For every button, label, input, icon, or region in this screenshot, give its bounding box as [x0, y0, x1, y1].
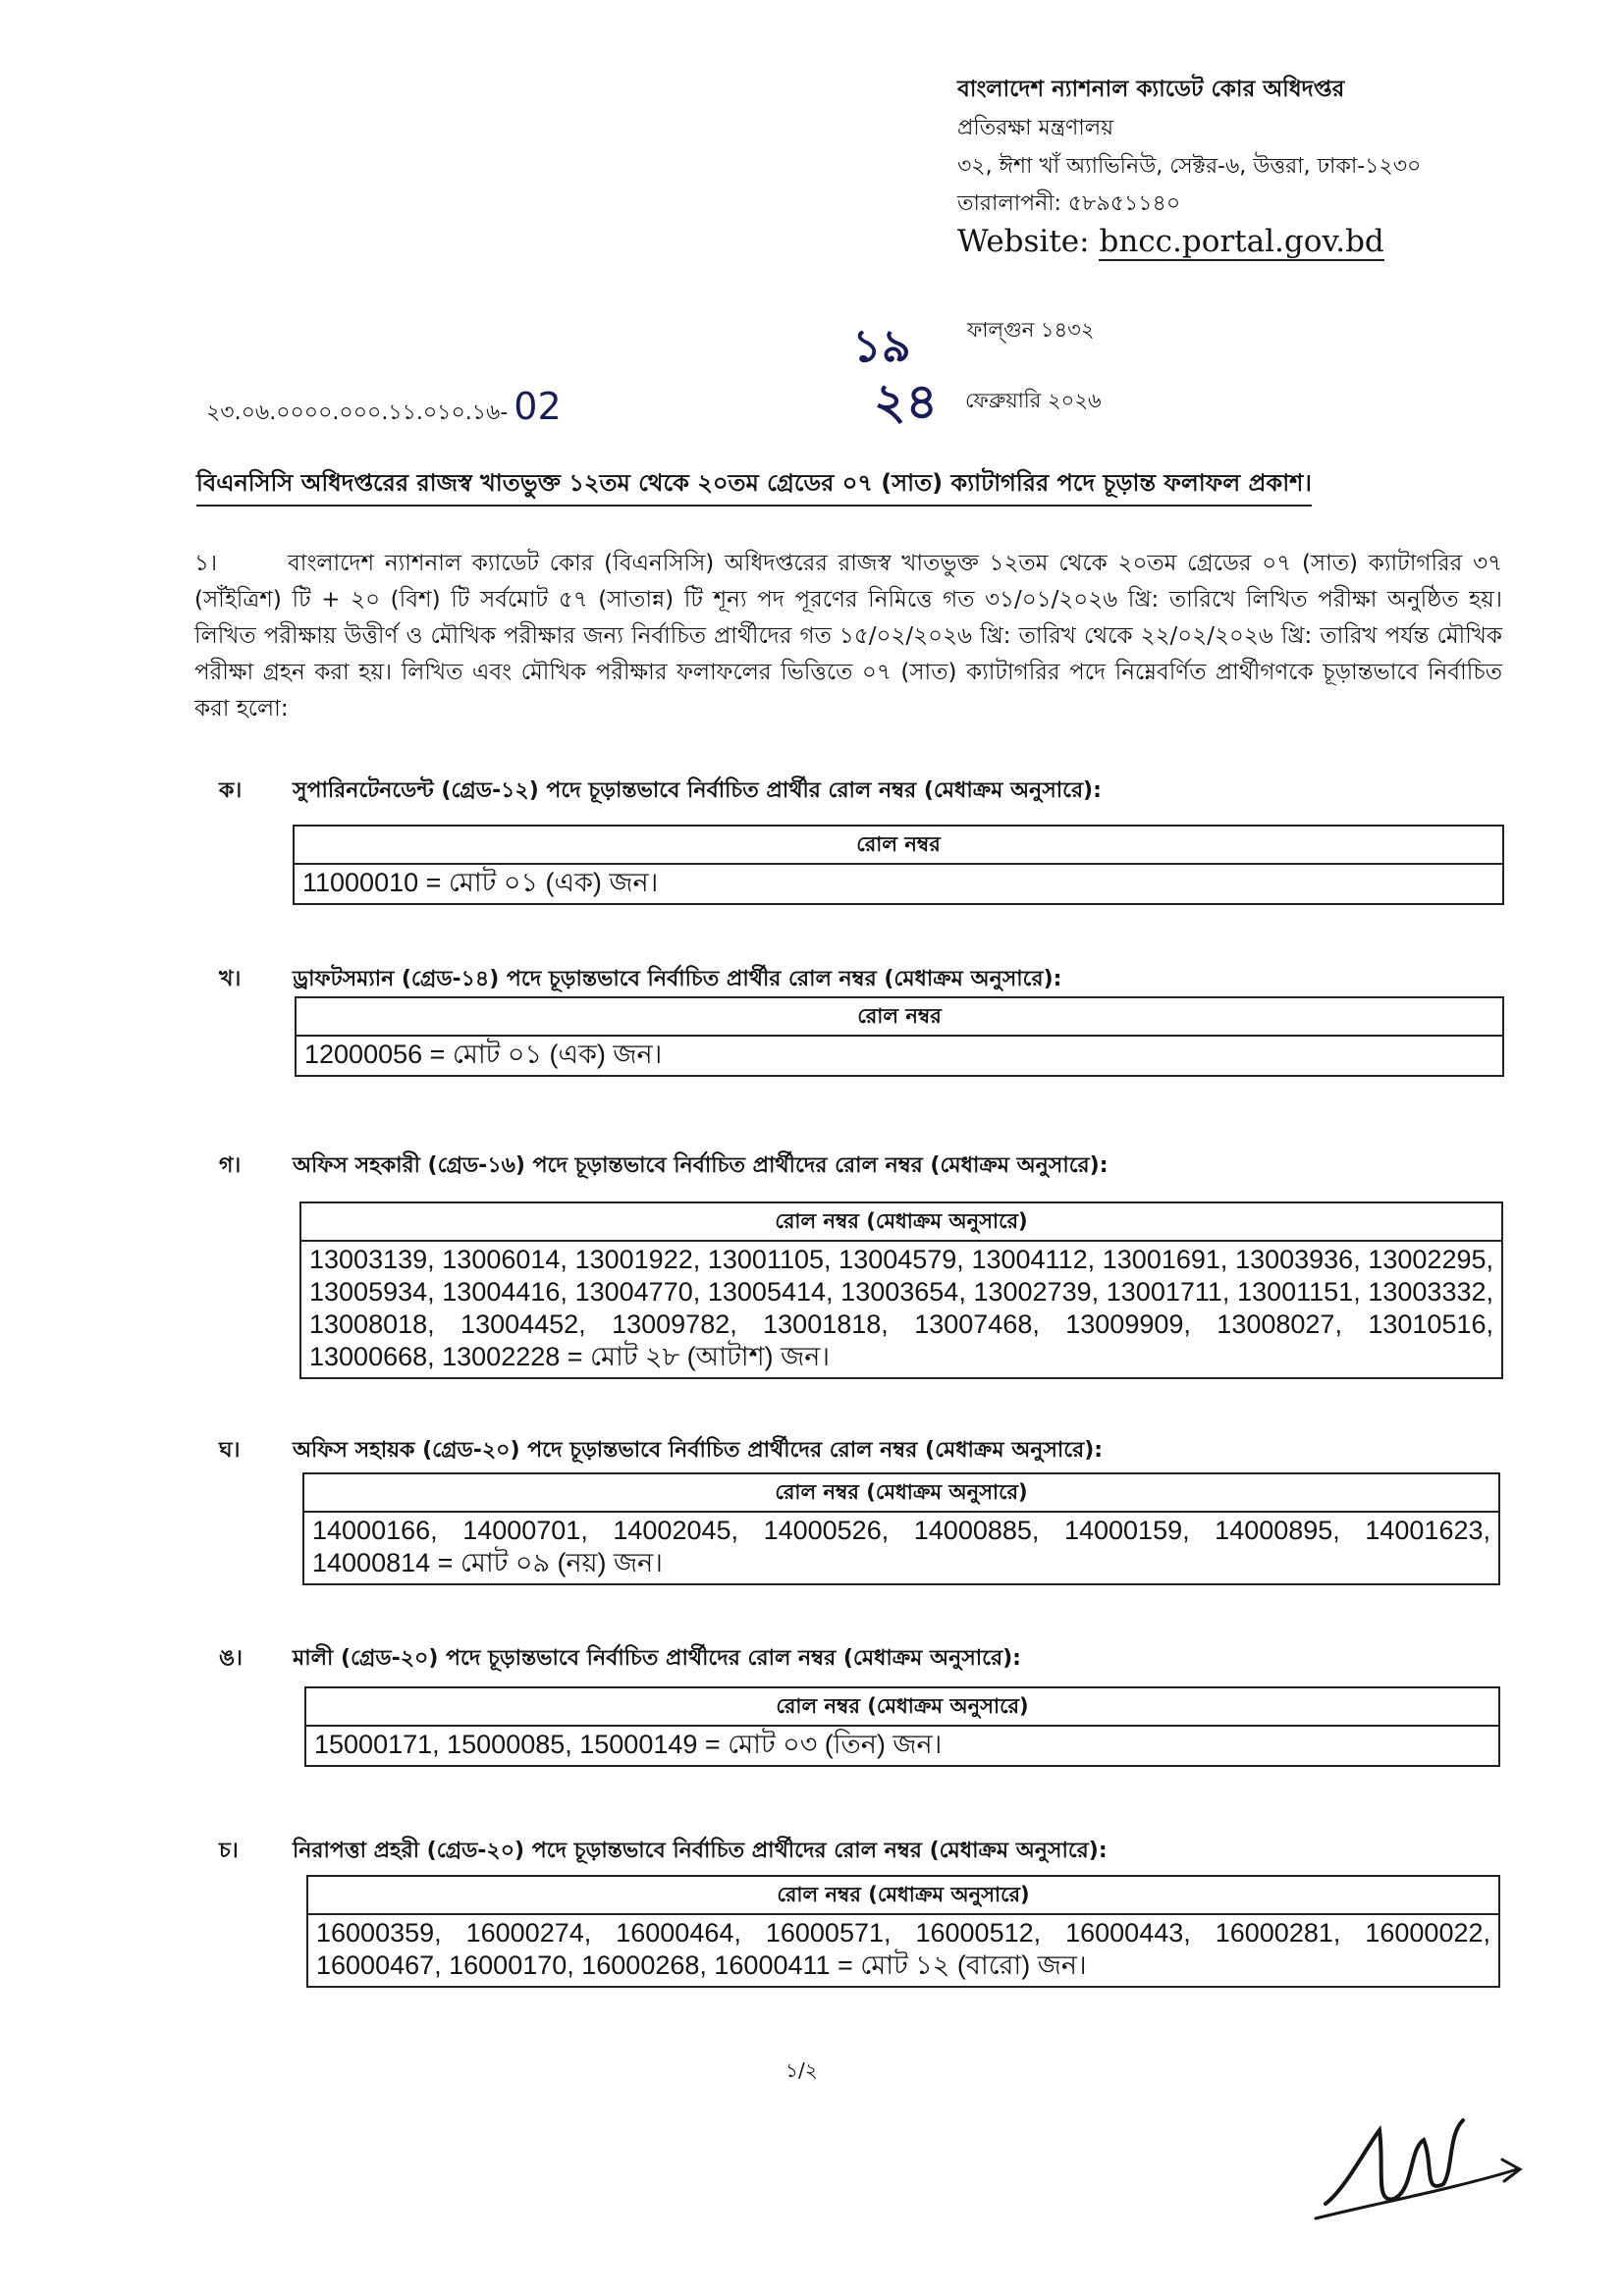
- subject-line: বিএনসিসি অধিদপ্তরের রাজস্ব খাতভুক্ত ১২তম থেকে ২০তম গ্রেডের ০৭ (সাত) ক্যাটাগরির পদে চূড়ান্ত ফলাফল প্রকাশ।: [196, 465, 1312, 507]
- english-month-year: ফেব্রুয়ারি ২০২৬: [965, 389, 1102, 412]
- roll-table-header: রোল নম্বর (মেধাক্রম অনুসারে): [308, 1877, 1498, 1915]
- roll-table: [302, 1472, 1500, 1585]
- signature-icon: [1306, 2110, 1532, 2238]
- section-title: ড্রাফটসম্যান (গ্রেড-১৪) পদে চূড়ান্তভাবে নির্বাচিত প্রার্থীর রোল নম্বর (মেধাক্রম অনুসারে):: [293, 967, 1062, 991]
- roll-numbers: 14000166, 14000701, 14002045, 14000526, 14000885, 14000159, 14000895, 14001623, 14000814 = মোট ০৯ (নয়) জন।: [312, 1516, 1490, 1577]
- section-label: গ।: [219, 1153, 242, 1178]
- roll-table: [295, 996, 1504, 1077]
- roll-table: [293, 825, 1504, 905]
- roll-table-header: রোল নম্বর (মেধাক্রম অনুসারে): [306, 1688, 1498, 1727]
- roll-table: [299, 1201, 1503, 1379]
- roll-table-header: রোল নম্বর (মেধাক্রম অনুসারে): [301, 1203, 1501, 1242]
- section-title: অফিস সহকারী (গ্রেড-১৬) পদে চূড়ান্তভাবে নির্বাচিত প্রার্থীদের রোল নম্বর (মেধাক্রম অনুসারে):: [293, 1153, 1109, 1178]
- section-heading: [219, 1641, 1021, 1678]
- page-number: ১/২: [785, 2058, 818, 2082]
- roll-table: [304, 1686, 1500, 1767]
- roll-table: [306, 1875, 1500, 1988]
- roll-numbers: 15000171, 15000085, 15000149 = মোট ০৩ (তিন) জন।: [314, 1730, 943, 1759]
- section-heading: [219, 962, 1062, 998]
- office-address: ৩২, ঈশা খাঁ অ্যাভিনিউ, সেক্টর-৬, উত্তরা, ঢাকা-১২৩০: [957, 154, 1422, 179]
- website-label: Website:: [957, 224, 1090, 259]
- section-label: খ।: [219, 967, 242, 991]
- section-title: মালী (গ্রেড-২০) পদে চূড়ান্তভাবে নির্বাচিত প্রার্থীদের রোল নম্বর (মেধাক্রম অনুসারে):: [293, 1646, 1021, 1671]
- paragraph-number: ১।: [194, 551, 218, 576]
- section-label: চ।: [219, 1839, 239, 1863]
- roll-numbers: 11000010 = মোট ০১ (এক) জন।: [302, 868, 659, 897]
- intro-paragraph: [194, 546, 1502, 727]
- phone-number: তারালাপনী: ৫৮৯৫১১৪০: [957, 191, 1181, 216]
- section-heading: [219, 1433, 1104, 1469]
- roll-table-header: রোল নম্বর: [295, 827, 1502, 865]
- bangla-date-day: ১৯: [852, 319, 911, 372]
- section-label: ক।: [219, 778, 243, 803]
- roll-table-header: রোল নম্বর (মেধাক্রম অনুসারে): [304, 1474, 1498, 1513]
- memo-handwritten-suffix: 02: [514, 385, 562, 428]
- roll-table-header: রোল নম্বর: [297, 998, 1502, 1037]
- section-heading: [219, 774, 1102, 810]
- section-heading: [219, 1148, 1109, 1185]
- section-heading: [219, 1834, 1108, 1870]
- bangla-month-year: ফাল্গুন ১৪৩২: [967, 318, 1095, 342]
- section-title: অফিস সহায়ক (গ্রেড-২০) পদে চূড়ান্তভাবে নির্বাচিত প্রার্থীদের রোল নম্বর (মেধাক্রম অনুসারে):: [293, 1438, 1104, 1463]
- website-link[interactable]: bncc.portal.gov.bd: [1099, 224, 1384, 259]
- roll-numbers: 16000359, 16000274, 16000464, 16000571, 16000512, 16000443, 16000281, 16000022, 16000467, 16000170, 16000268, 16000411 = মোট ১২ (বারো) জন।: [316, 1918, 1490, 1980]
- memo-number-text: ২৩.০৬.০০০০.০০০.১১.০১০.১৬-: [206, 400, 509, 425]
- paragraph-text: বাংলাদেশ ন্যাশনাল ক্যাডেট কোর (বিএনসিসি) অধিদপ্তরের রাজস্ব খাতভুক্ত ১২তম থেকে ২০তম গ্রেডের ০৭ (সাত) ক্যাটাগরির ৩৭ (সাঁইত্রিশ) টি + ২০ (বিশ) টি সর্বমোট ৫৭ (সাতান্ন) টি শূন্য পদ পূরণের নিমিত্তে গত ৩১/০১/২০২৬ খ্রি: তারিখে লিখিত পরীক্ষা অনুষ্ঠিত হয়। লিখিত পরীক্ষায় উত্তীর্ণ ও মৌখিক পরীক্ষার জন্য নির্বাচিত প্রার্থীদের গত ১৫/০২/২০২৬ খ্রি: তারিখ থেকে ২২/০২/২০২৬ খ্রি: তারিখ পর্যন্ত মৌখিক পরীক্ষা গ্রহন করা হয়। লিখিত এবং মৌখিক পরীক্ষার ফলাফলের ভিত্তিতে ০৭ (সাত) ক্যাটাগরির পদে নিম্নেবর্ণিত প্রার্থীগণকে চূড়ান্তভাবে নির্বাচিত করা হলো:: [194, 551, 1502, 721]
- section-label: ঙ।: [219, 1646, 243, 1671]
- memo-number: [206, 385, 562, 432]
- roll-numbers: 12000056 = মোট ০১ (এক) জন।: [304, 1040, 663, 1069]
- roll-numbers: 13003139, 13006014, 13001922, 13001105, 13004579, 13004112, 13001691, 13003936, 13002295, 13005934, 13004416, 13004770, 13005414, 13003654, 13002739, 13001711, 13001151, 13003332, 13008018, 13004452, 13009782, 13001818, 13007468, 13009909, 13008027, 13010516, 13000668, 13002228 = মোট ২৮ (আটাশ) জন।: [309, 1245, 1493, 1371]
- english-date-day: ২৪: [874, 373, 938, 430]
- section-title: সুপারিনটেনডেন্ট (গ্রেড-১২) পদে চূড়ান্তভাবে নির্বাচিত প্রার্থীর রোল নম্বর (মেধাক্রম অনুসারে):: [293, 778, 1102, 803]
- section-title: নিরাপত্তা প্রহরী (গ্রেড-২০) পদে চূড়ান্তভাবে নির্বাচিত প্রার্থীদের রোল নম্বর (মেধাক্রম অনুসারে):: [293, 1839, 1108, 1863]
- section-label: ঘ।: [219, 1438, 241, 1463]
- ministry-name: প্রতিরক্ষা মন্ত্রণালয়: [957, 116, 1114, 140]
- org-name: বাংলাদেশ ন্যাশনাল ক্যাডেট কোর অধিদপ্তর: [957, 77, 1345, 102]
- website: [957, 224, 1384, 259]
